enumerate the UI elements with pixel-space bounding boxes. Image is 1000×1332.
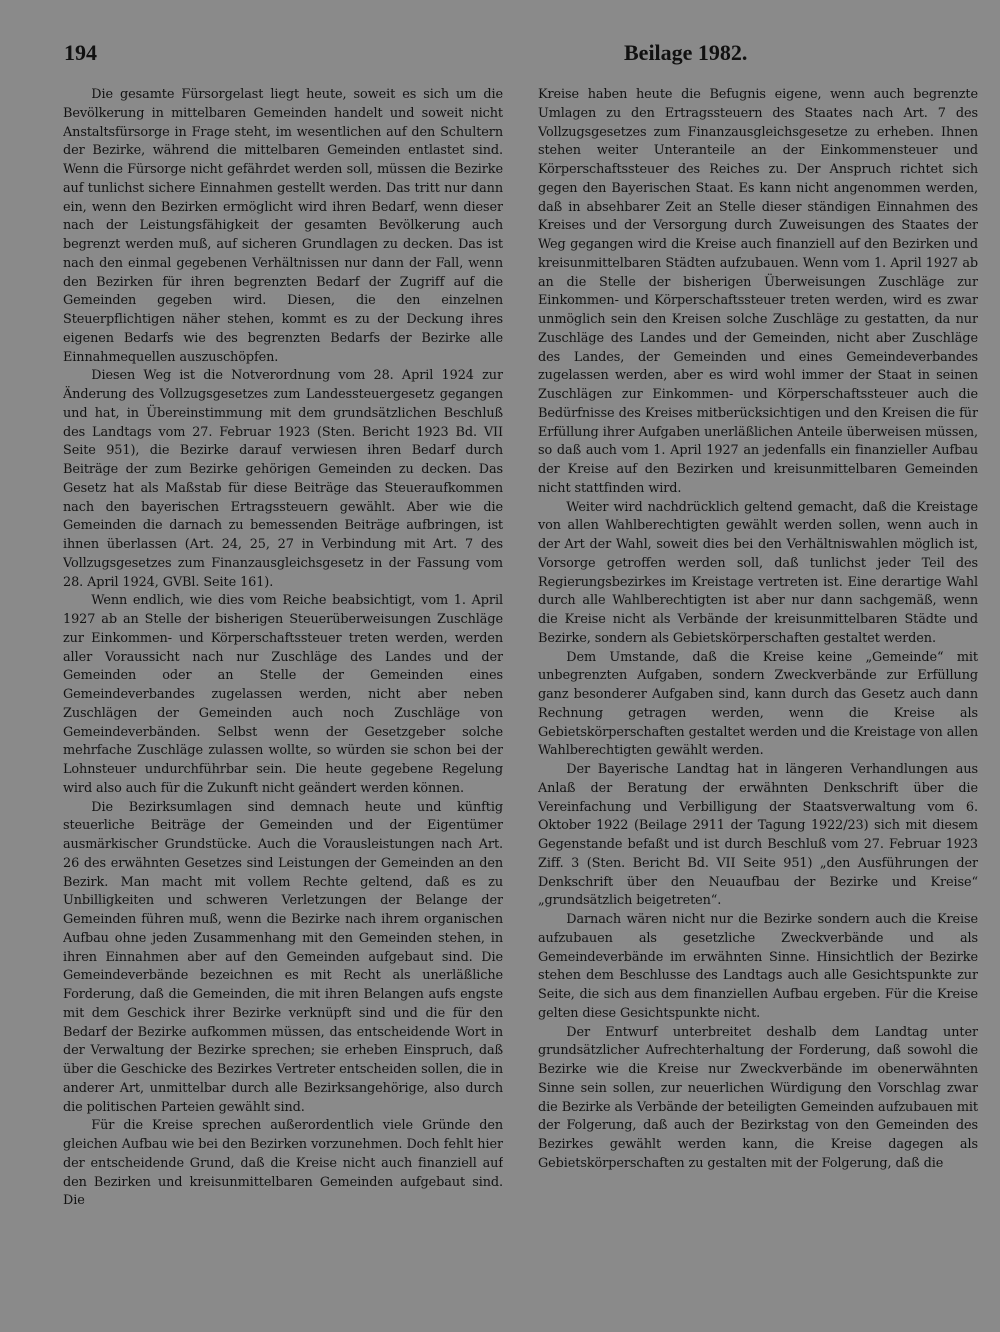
- paragraph: Dem Umstande, daß die Kreise keine „Gemeinde“ mit unbegrenzten Aufgaben, sondern Zweckverbände zur Erfüllung ganz besonderer Aufgaben sind, kann durch das Gesetz auch dann Rechnung getragen werden, wenn die Kreise als Gebietskörperschaften gestaltet werden und die Kreistage von allen Wahlberechtigten gewählt werden.: [538, 649, 978, 759]
- paragraph: Wenn endlich, wie dies vom Reiche beabsichtigt, vom 1. April 1927 ab an Stelle der bisherigen Steuerüberweisungen Zuschläge zur Einkommen- und Körperschaftssteuer treten werden, werden aller Voraussicht nach nur Zuschläge des Landes und der Gemeinden oder an Stelle der Gemeinden eines Gemeindeverbandes zugelassen werden, nicht aber neben Zuschlägen der Gemeinden auch noch Zuschläge von Gemeindeverbänden. Selbst wenn der Gesetzgeber solche mehrfache Zuschläge zulassen wollte, so würden sie schon bei der Lohnsteuer undurchführbar sein. Die heute gegebene Regelung wird also auch für die Zukunft nicht geändert werden können.: [63, 593, 503, 796]
- paragraph: Für die Kreise sprechen außerordentlich viele Gründe den gleichen Aufbau wie bei den Bezirken vorzunehmen. Doch fehlt hier der entscheidende Grund, daß die Kreise nicht auch finanziell auf den Bezirken und kreisunmittelbaren Gemeinden aufgebaut sind. Die: [63, 1118, 503, 1209]
- left-column: [63, 86, 503, 1261]
- paragraph: Diesen Weg ist die Notverordnung vom 28. April 1924 zur Änderung des Vollzugsgesetzes zum Landessteuergesetz gegangen und hat, in Übereinstimmung mit dem grundsätzlichen Beschluß des Landtags vom 27. Februar 1923 (Sten. Bericht 1923 Bd. VII Seite 951), die Bezirke darauf verwiesen ihren Bedarf durch Beiträge der zum Bezirke gehörigen Gemeinden zu decken. Das Gesetz hat als Maßstab für diese Beiträge das Steueraufkommen nach den bayerischen Ertragssteuern gewählt. Aber wie die Gemeinden die darnach zu bemessenden Beiträge aufbringen, ist ihnen überlassen (Art. 24, 25, 27 in Verbindung mit Art. 7 des Vollzugsgesetzes zum Finanzausgleichsgesetz in der Fassung vom 28. April 1924, GVBl. Seite 161).: [63, 368, 503, 590]
- text-columns: [63, 86, 978, 1261]
- right-column: [538, 86, 978, 1261]
- paragraph: Die Bezirksumlagen sind demnach heute und künftig steuerliche Beiträge der Gemeinden und der Eigentümer ausmärkischer Grundstücke. Auch die Vorausleistungen nach Art. 26 des erwähnten Gesetzes sind Leistungen der Gemeinden an den Bezirk. Man macht mit vollem Rechte geltend, daß es zu Unbilligkeiten und schweren Verletzungen der Belange der Gemeinden führen muß, wenn die Bezirke nach ihrem organischen Aufbau ohne jeden Zusammenhang mit den Gemeinden stehen, in ihren Einnahmen aber auf den Gemeinden aufgebaut sind. Die Gemeindeverbände bezeichnen es mit Recht als unerläßliche Forderung, daß die Gemeinden, die mit ihren Belangen aufs engste mit dem Geschick ihrer Bezirke verknüpft sind und die für den Bedarf der Bezirke aufkommen müssen, das entscheidende Wort in der Verwaltung der Bezirke sprechen; sie erheben Einspruch, daß über die Geschicke des Bezirkes Vertreter entscheiden sollen, die in anderer Art, unmittelbar durch alle Bezirksangehörige, also durch die politischen Parteien gewählt sind.: [63, 799, 503, 1115]
- paragraph: Kreise haben heute die Befugnis eigene, wenn auch begrenzte Umlagen zu den Ertragssteuern des Staates nach Art. 7 des Vollzugsgesetzes zum Finanzausgleichsgesetze zu erheben. Ihnen stehen weiter Unteranteile an der Einkommensteuer und Körperschaftssteuer des Reiches zu. Der Anspruch richtet sich gegen den Bayerischen Staat. Es kann nicht angenommen werden, daß in absehbarer Zeit an Stelle dieser ständigen Einnahmen des Kreises und der Versorgung durch Zuweisungen des Staates der Weg gegangen wird die Kreise auch finanziell auf den Bezirken und kreisunmittelbaren Städten aufzubauen. Wenn vom 1. April 1927 ab an die Stelle der bisherigen Überweisungen Zuschläge zur Einkommen- und Körperschaftssteuer treten werden, wird es zwar unmöglich sein den Kreisen solche Zuschläge zu gestatten, da nur Zuschläge des Landes und der Gemeinden, nicht aber Zuschläge des Landes, der Gemeinden und eines Gemeindeverbandes zugelassen werden, aber es wird wohl immer der Staat in seinen Zuschlägen zur Einkommen- und Körperschaftssteuer auch die Bedürfnisse des Kreises mitberücksichtigen und den Kreisen die für Erfüllung ihrer Aufgaben unerläßlichen Anteile überweisen müssen, so daß auch vom 1. April 1927 an jedenfalls ein finanzieller Aufbau der Kreise auf den Bezirken und kreisunmittelbaren Gemeinden nicht stattfinden wird.: [538, 87, 978, 496]
- paragraph: Darnach wären nicht nur die Bezirke sondern auch die Kreise aufzubauen als gesetzliche Zweckverbände und als Gemeindeverbände im erwähnten Sinne. Hinsichtlich der Bezirke stehen dem Beschlusse des Landtags auch alle Gesichtspunkte zur Seite, die sich aus dem finanziellen Aufbau ergeben. Für die Kreise gelten diese Gesichtspunkte nicht.: [538, 912, 978, 1021]
- paragraph: Weiter wird nachdrücklich geltend gemacht, daß die Kreistage von allen Wahlberechtigten gewählt werden sollen, wenn auch in der Art der Wahl, soweit dies bei den Verhältniswahlen möglich ist, Vorsorge getroffen werden soll, daß tunlichst jeder Teil des Regierungsbezirkes im Kreistage vertreten ist. Eine derartige Wahl durch alle Wahlberechtigten ist aber nur dann sachgemäß, wenn die Kreise nicht als Verbände der kreisunmittelbaren Städte und Bezirke, sondern als Gebietskörperschaften gestaltet werden.: [538, 499, 978, 646]
- paragraph: Die gesamte Fürsorgelast liegt heute, soweit es sich um die Bevölkerung in mittelbaren Gemeinden handelt und soweit nicht Anstaltsfürsorge in Frage steht, im wesentlichen auf den Schultern der Bezirke, während die mittelbaren Gemeinden entlastet sind. Wenn die Fürsorge nicht gefährdet werden soll, müssen die Bezirke auf tunlichst sichere Einnahmen gestellt werden. Das tritt nur dann ein, wenn den Bezirken ermöglicht wird ihren Bedarf, wenn dieser nach der Leistungsfähigkeit der gesamten Bevölkerung auch begrenzt werden muß, auf sicheren Grundlagen zu decken. Das ist nach den einmal gegebenen Verhältnissen nur dann der Fall, wenn den Bezirken für ihren begrenzten Bedarf der Zugriff auf die Gemeinden gegeben wird. Diesen, die den einzelnen Steuerpflichtigen näher stehen, kommt es zu der Deckung ihres eigenen Bedarfs wie des begrenzten Bedarfs der Bezirke alle Einnahmequellen auszuschöpfen.: [63, 87, 503, 365]
- page-header: [64, 40, 950, 70]
- paragraph: Der Entwurf unterbreitet deshalb dem Landtag unter grundsätzlicher Aufrechterhaltung der Forderung, daß sowohl die Bezirke wie die Kreise nur Zweckverbände im obenerwähnten Sinne sein sollen, zur neuerlichen Würdigung den Vorschlag zwar die Bezirke als Verbände der beteiligten Gemeinden aufzubauen mit der Folgerung, daß auch der Bezirkstag von den Gemeinden des Bezirkes gewählt werden kann, die Kreise dagegen als Gebietskörperschaften zu gestalten mit der Folgerung, daß die: [538, 1024, 978, 1171]
- paragraph: Der Bayerische Landtag hat in längeren Verhandlungen aus Anlaß der Beratung der erwähnten Denkschrift über die Vereinfachung und Verbilligung der Staatsverwaltung vom 6. Oktober 1922 (Beilage 2911 der Tagung 1922/23) sich mit diesem Gegenstande befaßt und ist durch Beschluß vom 27. Februar 1923 Ziff. 3 (Sten. Bericht Bd. VII Seite 951) „den Ausführungen der Denkschrift über den Neuaufbau der Bezirke und Kreise“ „grundsätzlich beigetreten“.: [538, 762, 978, 909]
- page-number: 194: [64, 40, 97, 65]
- running-title: Beilage 1982.: [624, 40, 748, 65]
